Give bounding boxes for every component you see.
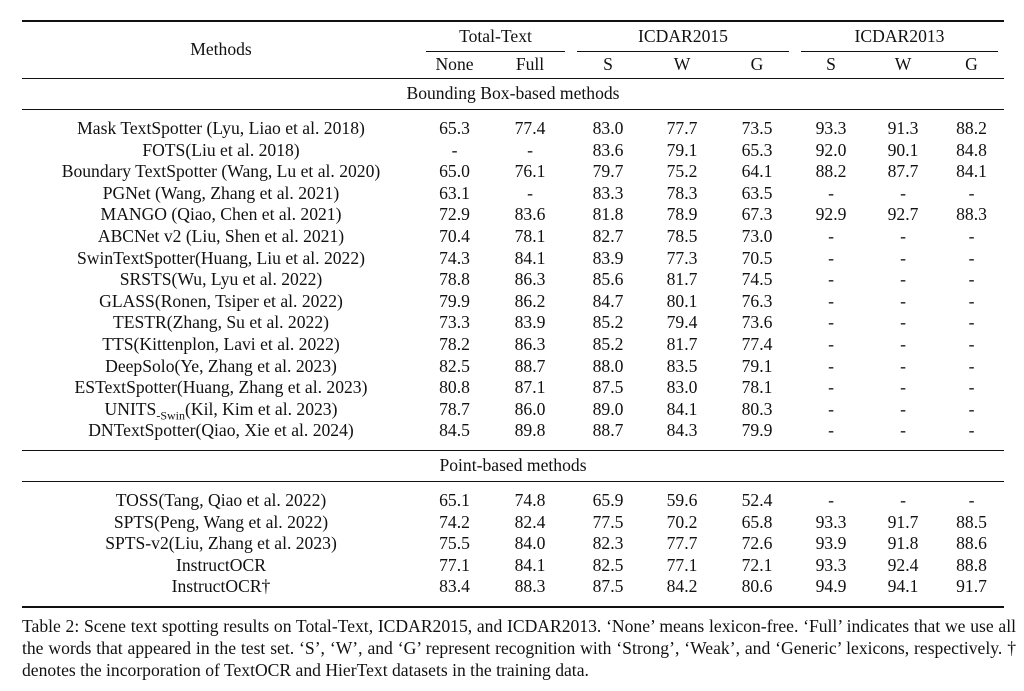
score-cell: 88.7: [514, 355, 546, 376]
score-cell: 92.0: [815, 139, 847, 160]
method-name: DeepSolo(Ye, Zhang et al. 2023): [105, 355, 337, 376]
score-cell: 87.7: [887, 161, 919, 182]
score-cell: -: [828, 489, 834, 510]
score-cell: 65.0: [439, 161, 470, 182]
score-cell: 88.3: [514, 576, 546, 597]
total-text-header: Total-Text: [420, 21, 571, 52]
score-cell: 83.0: [666, 377, 698, 398]
table-row: [22, 399, 1004, 421]
score-cell: 83.9: [592, 247, 624, 268]
score-cell: 94.1: [887, 576, 919, 597]
score-cell: 65.3: [741, 139, 773, 160]
score-cell: -: [828, 377, 834, 398]
score-cell: -: [527, 139, 533, 160]
score-cell: 78.8: [439, 269, 470, 290]
score-cell: 83.6: [592, 139, 624, 160]
score-cell: 74.5: [741, 269, 773, 290]
icdar2015-header: ICDAR2015: [571, 21, 795, 52]
section-title: Point-based methods: [439, 455, 587, 476]
score-cell: 73.3: [439, 312, 470, 333]
score-cell: 84.2: [666, 576, 698, 597]
header-row-top: [22, 21, 1004, 52]
score-cell: 75.2: [666, 161, 698, 182]
method-name: GLASS(Ronen, Tsiper et al. 2022): [99, 290, 343, 311]
score-cell: 85.2: [592, 312, 624, 333]
score-cell: 65.9: [592, 489, 624, 510]
score-cell: -: [828, 333, 834, 354]
score-cell: 86.2: [514, 290, 546, 311]
score-cell: 78.9: [666, 204, 698, 225]
subheader-s: S: [826, 54, 836, 75]
score-cell: -: [968, 269, 975, 290]
score-cell: -: [900, 489, 906, 510]
score-cell: 84.1: [514, 247, 546, 268]
score-cell: 83.4: [439, 576, 470, 597]
method-name: PGNet (Wang, Zhang et al. 2021): [102, 182, 340, 203]
score-cell: 92.9: [815, 204, 847, 225]
table-row: [22, 377, 1004, 399]
score-cell: 82.4: [514, 511, 546, 532]
score-cell: -: [828, 312, 834, 333]
score-cell: -: [968, 420, 975, 441]
score-cell: -: [828, 420, 834, 441]
score-cell: 79.9: [741, 420, 773, 441]
score-cell: 78.2: [439, 333, 470, 354]
score-cell: 93.3: [815, 118, 847, 138]
method-name: InstructOCR: [176, 554, 266, 575]
method-name-main: UNITS: [104, 398, 157, 419]
method-name-subscript: -Swin: [156, 408, 186, 423]
score-cell: 77.4: [514, 118, 546, 138]
score-cell: -: [968, 398, 975, 419]
method-name: SPTS-v2(Liu, Zhang et al. 2023): [105, 533, 337, 554]
score-cell: -: [451, 139, 458, 160]
score-cell: -: [828, 398, 834, 419]
score-cell: 88.7: [592, 420, 624, 441]
score-cell: -: [900, 182, 906, 203]
table-row: [22, 576, 1004, 598]
score-cell: 78.1: [514, 225, 546, 246]
score-cell: 89.0: [592, 398, 624, 419]
table-row: [22, 118, 1004, 140]
score-cell: 78.5: [666, 225, 698, 246]
method-name: Mask TextSpotter (Lyu, Liao et al. 2018): [77, 118, 365, 138]
score-cell: 59.6: [666, 489, 698, 510]
score-cell: 76.3: [741, 290, 773, 311]
score-cell: 77.1: [439, 554, 470, 575]
table-row: [22, 533, 1004, 555]
score-cell: 70.4: [439, 225, 470, 246]
score-cell: 85.2: [592, 333, 624, 354]
table-row: [22, 183, 1004, 205]
score-cell: 73.6: [741, 312, 773, 333]
score-cell: 88.2: [815, 161, 847, 182]
score-cell: 84.0: [514, 533, 546, 554]
table-row: [22, 490, 1004, 512]
table-row: [22, 555, 1004, 577]
score-cell: 80.6: [741, 576, 773, 597]
score-cell: -: [968, 312, 975, 333]
table-row: [22, 356, 1004, 378]
score-cell: 93.3: [815, 511, 847, 532]
score-cell: -: [968, 290, 975, 311]
score-cell: 83.6: [514, 204, 546, 225]
section-title: Bounding Box-based methods: [406, 83, 620, 104]
method-name: Boundary TextSpotter (Wang, Lu et al. 2020): [61, 161, 381, 182]
score-cell: 83.0: [592, 118, 624, 138]
score-cell: 73.0: [741, 225, 773, 246]
icdar2013-header: ICDAR2013: [795, 21, 1004, 52]
score-cell: 86.3: [514, 333, 546, 354]
score-cell: -: [900, 247, 906, 268]
score-cell: 91.7: [887, 511, 919, 532]
score-cell: -: [968, 489, 975, 510]
score-cell: -: [900, 398, 906, 419]
score-cell: 88.3: [956, 204, 987, 225]
score-cell: 78.3: [666, 182, 698, 203]
score-cell: -: [828, 355, 834, 376]
score-cell: 63.1: [439, 182, 470, 203]
score-cell: -: [968, 225, 975, 246]
score-cell: 78.1: [741, 377, 773, 398]
subheader-w: W: [894, 54, 912, 75]
score-cell: 86.0: [514, 398, 546, 419]
score-cell: 79.1: [666, 139, 698, 160]
table-row: [22, 161, 1004, 183]
method-name: FOTS(Liu et al. 2018): [142, 139, 300, 160]
table-row: [22, 204, 1004, 226]
score-cell: 84.1: [514, 554, 546, 575]
method-name: ABCNet v2 (Liu, Shen et al. 2021): [97, 225, 345, 246]
score-cell: 81.8: [592, 204, 624, 225]
method-name: SwinTextSpotter(Huang, Liu et al. 2022): [76, 247, 366, 268]
score-cell: 87.5: [592, 377, 624, 398]
score-cell: 82.5: [592, 554, 624, 575]
score-cell: 77.3: [666, 247, 698, 268]
score-cell: 80.3: [741, 398, 773, 419]
score-cell: 84.3: [666, 420, 698, 441]
score-cell: 85.6: [592, 269, 624, 290]
score-cell: 65.1: [439, 489, 470, 510]
score-cell: 77.7: [666, 533, 698, 554]
score-cell: 92.4: [887, 554, 919, 575]
method-name: ESTextSpotter(Huang, Zhang et al. 2023): [74, 377, 368, 398]
score-cell: 52.4: [741, 489, 773, 510]
score-cell: 80.8: [439, 377, 470, 398]
score-cell: -: [900, 355, 906, 376]
score-cell: 83.3: [592, 182, 624, 203]
score-cell: 72.9: [439, 204, 470, 225]
method-name: TOSS(Tang, Qiao et al. 2022): [115, 489, 327, 510]
score-cell: 88.8: [956, 554, 987, 575]
score-cell: 77.4: [741, 333, 773, 354]
subheader-g: G: [965, 54, 978, 75]
score-cell: 65.3: [439, 118, 470, 138]
score-cell: -: [968, 377, 975, 398]
subheader-w: W: [673, 54, 691, 75]
score-cell: 84.1: [956, 161, 987, 182]
score-cell: -: [968, 333, 975, 354]
table-row: [22, 312, 1004, 334]
score-cell: 70.2: [666, 511, 698, 532]
subheader-full: Full: [515, 54, 545, 75]
score-cell: 74.8: [514, 489, 546, 510]
score-cell: 70.5: [741, 247, 773, 268]
score-cell: -: [900, 312, 906, 333]
score-cell: -: [900, 333, 906, 354]
score-cell: -: [900, 225, 906, 246]
method-name: InstructOCR†: [171, 576, 271, 597]
score-cell: -: [968, 355, 975, 376]
score-cell: 83.5: [666, 355, 698, 376]
method-name: SPTS(Peng, Wang et al. 2022): [113, 511, 329, 532]
score-cell: 88.0: [592, 355, 624, 376]
score-cell: 90.1: [887, 139, 919, 160]
table-row: [22, 291, 1004, 313]
method-name-citation: (Kil, Kim et al. 2023): [185, 398, 338, 419]
score-cell: -: [900, 269, 906, 290]
score-cell: 78.7: [439, 398, 470, 419]
score-cell: 91.3: [887, 118, 919, 138]
table-row: [22, 512, 1004, 534]
score-cell: 67.3: [741, 204, 773, 225]
score-cell: 75.5: [439, 533, 470, 554]
score-cell: -: [968, 247, 975, 268]
table-row: [22, 334, 1004, 356]
score-cell: -: [828, 247, 834, 268]
score-cell: 82.5: [439, 355, 470, 376]
score-cell: 87.5: [592, 576, 624, 597]
score-cell: 65.8: [741, 511, 773, 532]
method-name: [22, 399, 420, 421]
score-cell: 82.3: [592, 533, 624, 554]
score-cell: 63.5: [741, 182, 773, 203]
score-cell: 91.8: [887, 533, 919, 554]
table-caption: Table 2: Scene text spotting results on Total-Text, ICDAR2015, and ICDAR2013. ‘None’ means lexicon-free. ‘Full’ indicates that we use all the words that appeared in the test set. ‘S’, ‘W’, and ‘G’ represent recognition with ‘Strong’, ‘Weak’, and ‘Generic’ lexicons, respectively. † denotes the incorporation of TextOCR and HierText datasets in the training data.: [22, 616, 1016, 680]
score-cell: 88.5: [956, 511, 987, 532]
score-cell: 94.9: [815, 576, 847, 597]
score-cell: 88.2: [956, 118, 987, 138]
score-cell: 84.5: [439, 420, 470, 441]
score-cell: 74.3: [439, 247, 470, 268]
score-cell: 72.6: [741, 533, 773, 554]
score-cell: 86.3: [514, 269, 546, 290]
score-cell: 64.1: [741, 161, 773, 182]
score-cell: 74.2: [439, 511, 470, 532]
method-name: TTS(Kittenplon, Lavi et al. 2022): [102, 333, 340, 354]
method-name: TESTR(Zhang, Su et al. 2022): [113, 312, 329, 333]
score-cell: 79.4: [666, 312, 698, 333]
score-cell: -: [900, 290, 906, 311]
method-name: DNTextSpotter(Qiao, Xie et al. 2024): [88, 420, 354, 441]
score-cell: -: [968, 182, 975, 203]
score-cell: 73.5: [741, 118, 773, 138]
score-cell: 87.1: [514, 377, 546, 398]
score-cell: 84.1: [666, 398, 698, 419]
score-cell: -: [828, 269, 834, 290]
table-row: [22, 248, 1004, 270]
score-cell: -: [900, 377, 906, 398]
section-header-row: [22, 450, 1004, 481]
score-cell: 76.1: [514, 161, 546, 182]
score-cell: 84.7: [592, 290, 624, 311]
section-header-row: [22, 79, 1004, 110]
score-cell: 89.8: [514, 420, 546, 441]
score-cell: 79.9: [439, 290, 470, 311]
score-cell: 77.7: [666, 118, 698, 138]
table-row: [22, 420, 1004, 442]
score-cell: 91.7: [956, 576, 987, 597]
subheader-none: None: [435, 54, 474, 75]
method-name: MANGO (Qiao, Chen et al. 2021): [100, 204, 342, 225]
subheader-g: G: [750, 54, 764, 75]
score-cell: 84.8: [956, 139, 987, 160]
score-cell: 77.5: [592, 511, 624, 532]
score-cell: -: [527, 182, 533, 203]
score-cell: 80.1: [666, 290, 698, 311]
methods-header: Methods: [190, 39, 252, 60]
table-row: [22, 226, 1004, 248]
table-row: [22, 140, 1004, 162]
results-table: [22, 20, 1004, 608]
score-cell: 82.7: [592, 225, 624, 246]
score-cell: 93.9: [815, 533, 847, 554]
score-cell: 79.7: [592, 161, 624, 182]
score-cell: 93.3: [815, 554, 847, 575]
score-cell: 72.1: [741, 554, 773, 575]
score-cell: 79.1: [741, 355, 773, 376]
score-cell: 77.1: [666, 554, 698, 575]
score-cell: -: [828, 290, 834, 311]
score-cell: 88.6: [956, 533, 987, 554]
table-row: [22, 269, 1004, 291]
method-name: SRSTS(Wu, Lyu et al. 2022): [119, 269, 323, 290]
score-cell: -: [828, 182, 834, 203]
score-cell: 81.7: [666, 333, 698, 354]
score-cell: -: [828, 225, 834, 246]
subheader-s: S: [603, 54, 613, 75]
score-cell: 92.7: [887, 204, 919, 225]
score-cell: 83.9: [514, 312, 546, 333]
score-cell: 81.7: [666, 269, 698, 290]
score-cell: -: [900, 420, 906, 441]
